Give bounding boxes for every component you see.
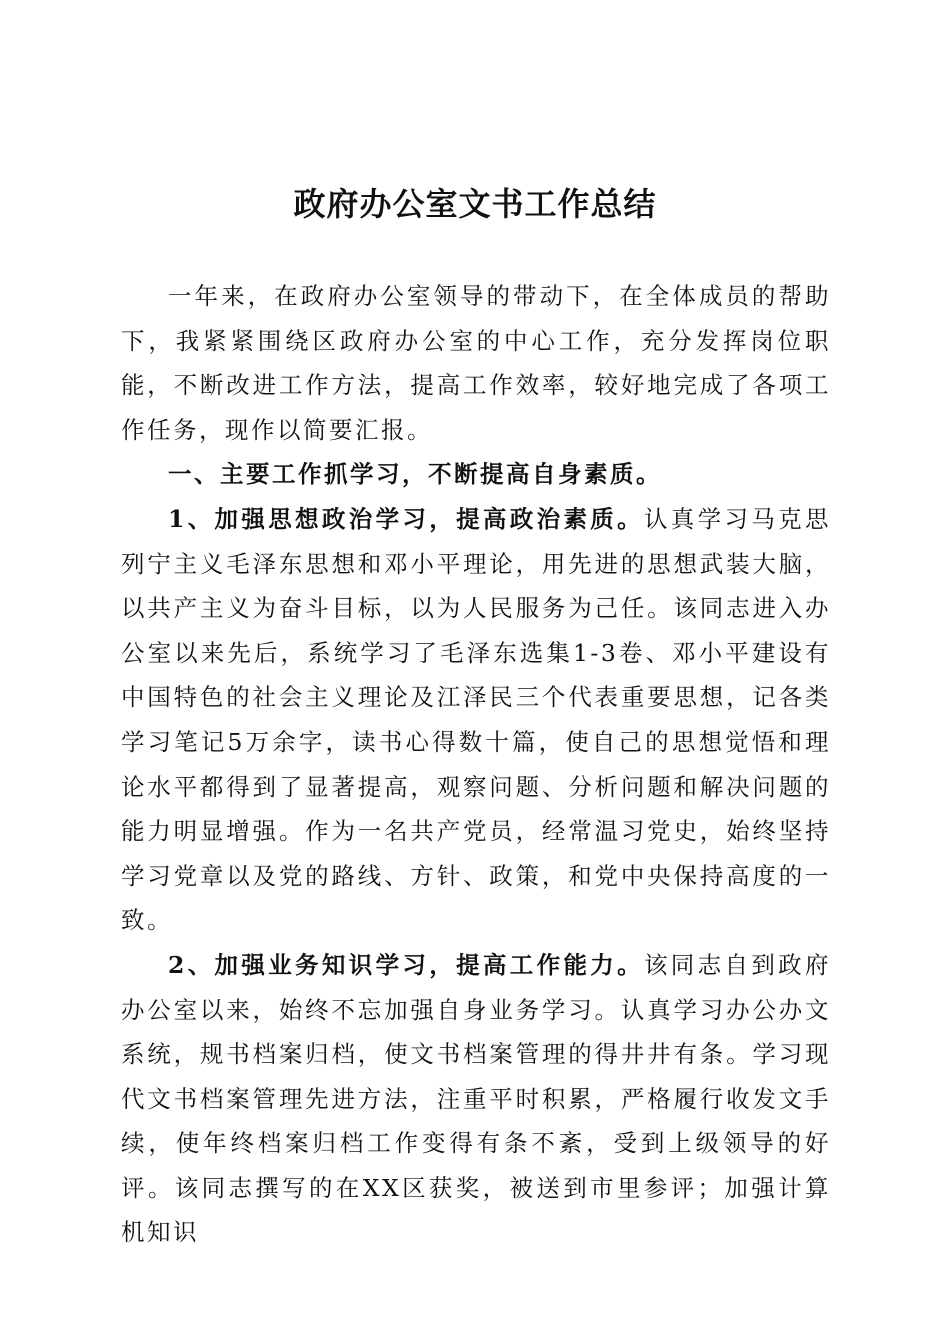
document-title: 政府办公室文书工作总结 (293, 185, 657, 223)
item-1-lead: 1、加强思想政治学习，提高政治素质。 (168, 504, 644, 533)
item-2-lead: 2、加强业务知识学习，提高工作能力。 (168, 950, 644, 979)
item-2-paragraph (121, 943, 831, 1255)
intro-paragraph: 一年来，在政府办公室领导的带动下，在全体成员的帮助下，我紧紧围绕区政府办公室的中心工作，充分发挥岗位职能，不断改进工作方法，提高工作效率，较好地完成了各项工作任务，现作以简要汇报。 (121, 282, 831, 444)
item-1-paragraph (121, 497, 831, 943)
document-body (121, 274, 831, 1255)
item-1-body: 认真学习马克思列宁主义毛泽东思想和邓小平理论，用先进的思想武装大脑，以共产主义为奋斗目标，以为人民服务为己任。该同志进入办公室以来先后，系统学习了毛泽东选集1-3卷、邓小平建设有中国特色的社会主义理论及江泽民三个代表重要思想，记各类学习笔记5万余字，读书心得数十篇，使自己的思想觉悟和理论水平都得到了显著提高，观察问题、分析问题和解决问题的能力明显增强。作为一名共产党员，经常温习党史，始终坚持学习党章以及党的路线、方针、政策，和党中央保持高度的一致。 (121, 504, 832, 935)
section-heading: 一、主要工作抓学习，不断提高自身素质。 (168, 460, 662, 489)
item-2-body: 该同志自到政府办公室以来，始终不忘加强自身业务学习。认真学习办公办文系统，规书档案归档，使文书档案管理的得井井有条。学习现代文书档案管理先进方法，注重平时积累，严格履行收发文手续，使年终档案归档工作变得有条不紊，受到上级领导的好评。该同志撰写的在XX区获奖，被送到市里参评；加强计算机知识 (121, 950, 832, 1247)
